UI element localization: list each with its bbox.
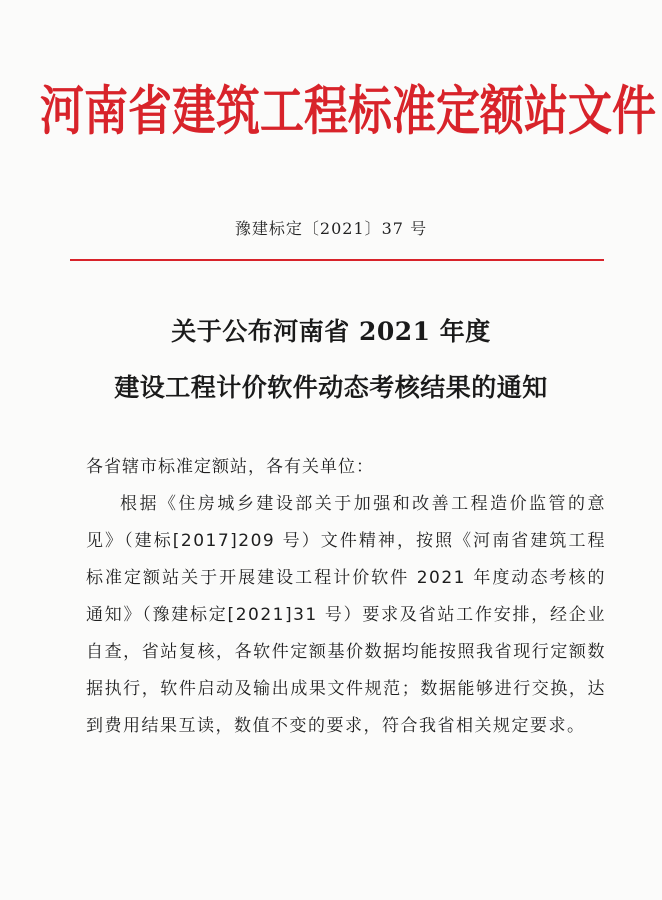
notice-title-line-2: 建设工程计价软件动态考核结果的通知 [114, 373, 548, 402]
notice-title-line-1: 关于公布河南省 2021 年度 [171, 317, 491, 346]
salutation: 各省辖市标准定额站，各有关单位： [86, 457, 374, 477]
body-paragraph: 根据《住房城乡建设部关于加强和改善工程造价监管的意见》（建标[2017]209 号）文件精神，按照《河南省建筑工程标准定额站关于开展建设工程计价软件 2021 年度动态考核的通知》（豫建标定[2021]31 号）要求及省站工作安排，经企业自查，省站复核，各软件定额基价数据均能按照我省现行定额数据执行，软件启动及输出成果文件规范；数据能够进行交换，达到费用结果互读，数值不变的要求，符合我省相关规定要求。 [86, 494, 606, 736]
org-header-title: 河南省建筑工程标准定额站文件 [40, 81, 656, 143]
red-divider-line [70, 259, 604, 261]
document-number: 豫建标定〔2021〕37 号 [234, 219, 428, 238]
